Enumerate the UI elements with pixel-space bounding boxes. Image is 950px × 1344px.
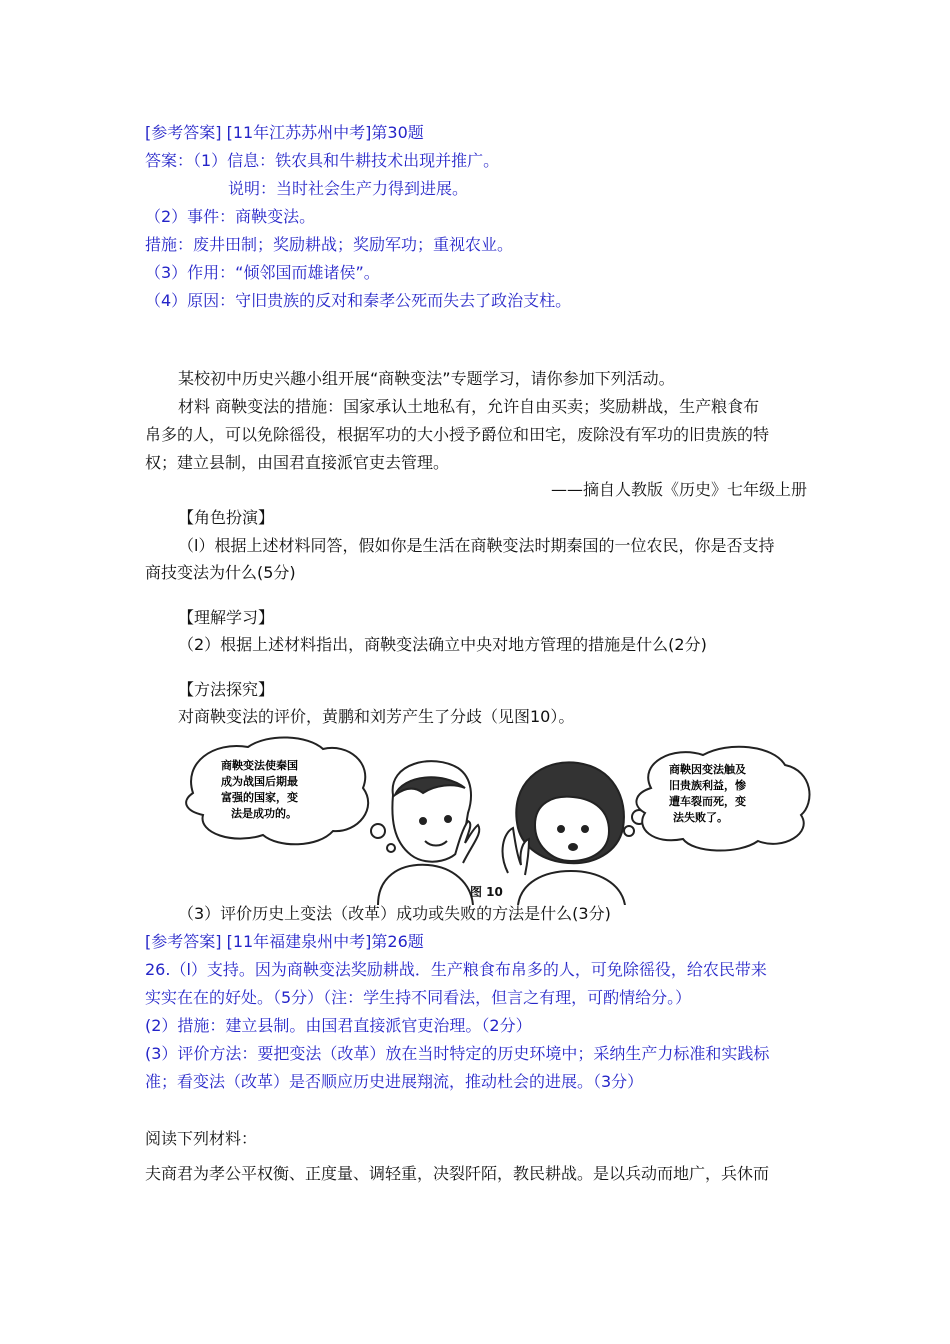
section-method-title: 【方法探究】	[178, 680, 275, 699]
material-line: 材料 商鞅变法的措施：国家承认土地私有，允许自由买卖；奖励耕战，生产粮食布	[178, 397, 760, 416]
question-2: （2）根据上述材料指出，商鞅变法确立中央对地方管理的措施是什么(2分)	[178, 635, 707, 654]
reading-title: 阅读下列材料：	[145, 1129, 258, 1148]
material-line: 权；建立县制，由国君直接派官吏去管理。	[145, 453, 450, 472]
answer2-line: 准；看变法（改革）是否顺应历史进展翔流，推动杜会的进展。（3分）	[145, 1072, 644, 1091]
right-bubble-text: 遭车裂而死，变	[669, 795, 746, 808]
section-understand-title: 【理解学习】	[178, 608, 275, 627]
answer1-line: 说明：当时社会生产力得到进展。	[228, 179, 469, 198]
answer1-line: （4）原因：守旧贵族的反对和秦孝公死而失去了政治支柱。	[145, 291, 572, 310]
material-line: 帛多的人，可以免除徭役，根据军功的大小授予爵位和田宅，废除没有军功的旧贵族的特	[145, 425, 770, 444]
answer2-line: (2）措施：建立县制。由国君直接派官吏治理。（2分）	[145, 1016, 532, 1035]
answer1-line: 答案：（1）信息：铁农具和牛耕技术出现并推广。	[145, 151, 500, 170]
answer1-header: [参考答案] [11年江苏苏州中考]第30题	[145, 123, 424, 142]
figure-10-illustration	[173, 733, 813, 905]
left-bubble-text: 成为战国后期最	[221, 775, 298, 788]
right-bubble-text: 法失败了。	[673, 811, 728, 824]
question-1: 商技变法为什么(5分)	[145, 563, 296, 582]
question-1: （l）根据上述材料同答，假如你是生活在商鞅变法时期秦国的一位农民，你是否支持	[178, 536, 775, 555]
question-3: （3）评价历史上变法（改革）成功或失败的方法是什么(3分)	[178, 904, 611, 923]
answer2-header: [参考答案] [11年福建泉州中考]第26题	[145, 932, 424, 951]
left-bubble-text: 法是成功的。	[231, 807, 297, 820]
girl-figure	[503, 762, 625, 905]
answer2-line: 26.（l）支持。因为商鞅变法奖励耕战．生产粮食布帛多的人，可免除徭役，给农民带来	[145, 960, 767, 979]
material-source: ——摘自人教版《历史》七年级上册	[550, 480, 807, 499]
right-bubble-text: 商鞅因变法触及	[669, 763, 746, 776]
answer1-line: （3）作用：“倾邻国而雄诸侯”。	[145, 263, 380, 282]
answer2-line: 实实在在的好处。（5分）（注：学生持不同看法，但言之有理，可酌情给分。）	[145, 988, 692, 1007]
answer2-line: (3）评价方法：要把变法（改革）放在当时特定的历史环境中；采纳生产力标准和实践标	[145, 1044, 770, 1063]
figure-caption: 图 10	[470, 885, 503, 899]
left-bubble-text: 商鞅变法使秦国	[221, 759, 298, 772]
question-3-intro: 对商鞅变法的评价，黄鹏和刘芳产生了分歧（见图10）。	[178, 707, 575, 726]
answer1-line: 措施：废井田制；奖励耕战；奖励军功；重视农业。	[145, 235, 514, 254]
boy-figure	[378, 761, 479, 905]
reading-text: 夫商君为孝公平权衡、正度量、调轻重，决裂阡陌，教民耕战。是以兵动而地广，兵休而	[145, 1164, 770, 1183]
section-role-play-title: 【角色扮演】	[178, 508, 275, 527]
left-bubble-text: 富强的国家，变	[221, 791, 298, 804]
question-intro: 某校初中历史兴趣小组开展“商鞅变法”专题学习，请你参加下列活动。	[178, 369, 675, 388]
cartoon-illustration	[173, 733, 813, 905]
right-bubble-text: 旧贵族利益，惨	[669, 779, 746, 792]
answer1-line: （2）事件：商鞅变法。	[145, 207, 316, 226]
